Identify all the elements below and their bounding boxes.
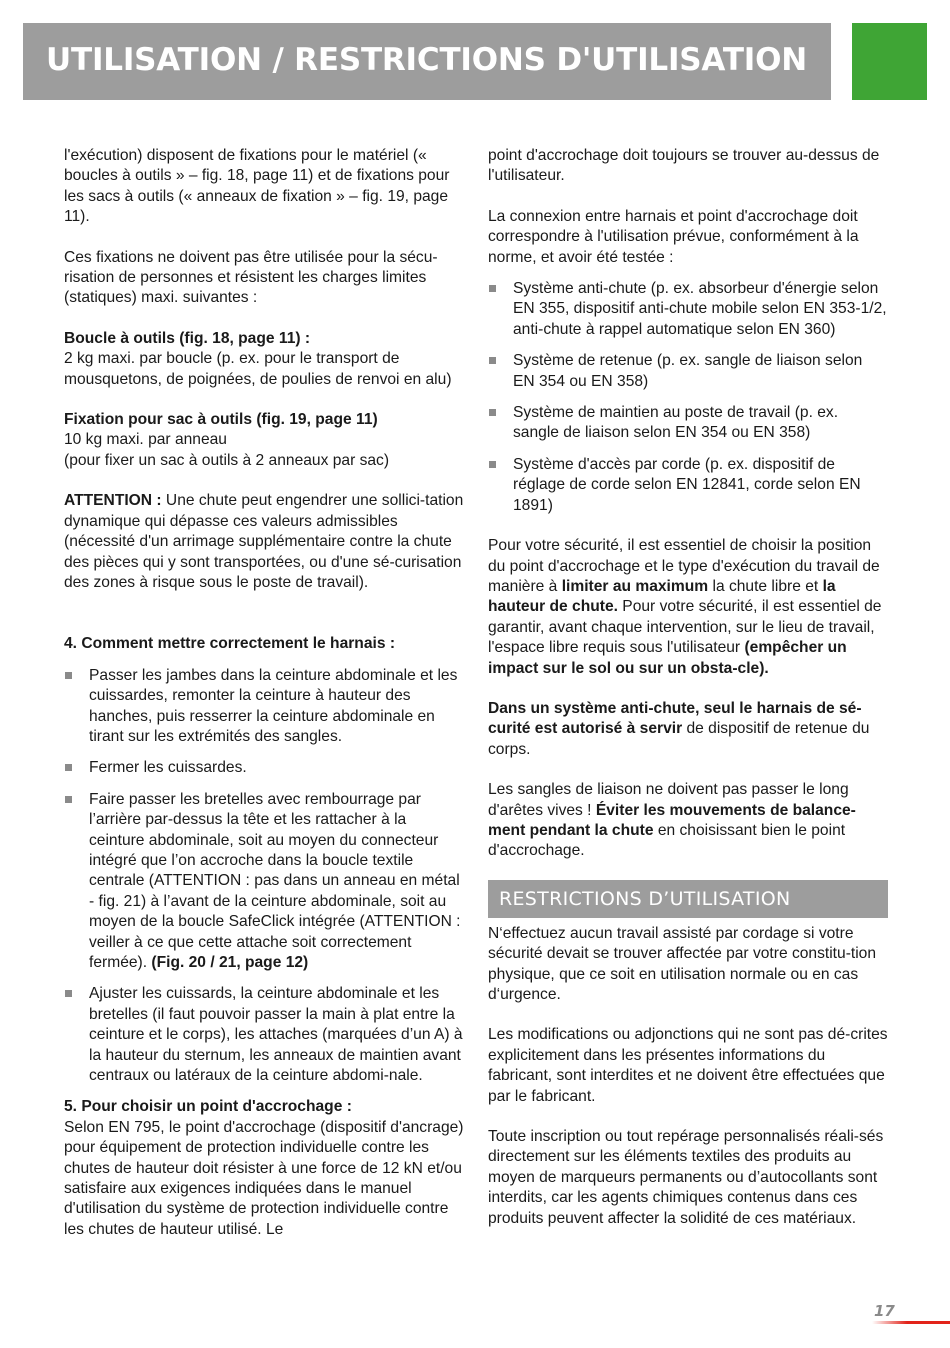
text-run: en choisissant bien le point d'accrochage. [488, 821, 846, 860]
list-item: Système de retenue (p. ex. sangle de liaison selon EN 354 ou EN 358) [488, 351, 888, 392]
systems-list [488, 279, 888, 516]
paragraph-limits: Ces fixations ne doivent pas être utilisée pour la sécu-risation de personnes et résistent les charges limites (statiques) maxi. suivantes : [64, 248, 438, 307]
paragraph-securite [488, 536, 888, 679]
list-item: Fermer les cuissardes. [64, 758, 464, 778]
list-item-text: Faire passer les bretelles avec rembourrage par l’arrière par-dessus la tête et les rattacher à la ceinture abdominale, soit au moyen du connecteur intégré que l’on accroche dans la boucle textile centrale (ATTENTION : pas dans un anneau en métal - fig. 21) à l’avant de la ceinture abdominale, soit au moyen de la boucle SafeClick intégrée (ATTENTION : veiller à ce que cette attache soit correctement fermée). [89, 790, 461, 971]
right-column [488, 146, 888, 1229]
paragraph-accrochage: point d'accrochage doit toujours se trouver au-dessus de l'utilisateur. [488, 147, 880, 185]
boucle-title: Boucle à outils (fig. 18, page 11) : [64, 329, 311, 347]
emphasis: limiter au maximum [561, 577, 709, 595]
page-number-underline [872, 1321, 950, 1324]
restriction-paragraph-1: N‘effectuez aucun travail assisté par cordage si votre sécurité devait se trouver affectée par votre constitu-tion physique, que ce soit en utilisation normale ou en cas d‘urgence. [488, 924, 877, 1003]
list-item: Ajuster les cuissards, la ceinture abdominale et les bretelles (il faut pouvoir passer la main à plat entre la ceinture et le corps), les attaches (marquées d’un A) à la hauteur du sternum, les anneaux de maintien avant centraux ou latéraux de la ceinture abdomi-nale. [64, 984, 464, 1086]
attention-label: ATTENTION : [64, 492, 162, 510]
header-bar [23, 23, 831, 100]
left-column [64, 146, 464, 1240]
page-number: 17 [874, 1302, 895, 1320]
section-5-text: Selon EN 795, le point d'accrochage (dispositif d'ancrage) pour équipement de protection individuelle contre les chutes de hauteur doit résister à une force de 12 kN et/ou satisfaire aux exigences indiquées dans le manuel d'utilisation du système de protection individuelle contre les chutes de hauteur utilisé. Le [64, 1118, 464, 1238]
page-title: UTILISATION / RESTRICTIONS D'UTILISATION [46, 42, 807, 78]
fixation-line-2: (pour fixer un sac à outils à 2 anneaux par sac) [64, 451, 390, 469]
restrictions-title: RESTRICTIONS D’UTILISATION [499, 887, 791, 910]
text-run: Pour votre sécurité, il est essentiel de choisir la position du point d'accrochage et le type d'exécution du travail de manière à [488, 537, 880, 595]
emphasis: (empêcher un impact sur le sol ou sur un obsta-cle). [488, 639, 847, 677]
fixation-line-1: 10 kg maxi. par anneau [64, 431, 227, 449]
header-accent-block [852, 23, 927, 100]
text-run: la chute libre et [708, 577, 823, 595]
fixation-title: Fixation pour sac à outils (fig. 19, page 11) [64, 411, 378, 429]
emphasis: Éviter les mouvements de balance-ment pendant la chute [488, 801, 856, 839]
paragraph-antichute [488, 699, 888, 760]
list-item: Système d'accès par corde (p. ex. dispositif de réglage de corde selon EN 12841, corde selon EN 1891) [488, 455, 888, 516]
attention-paragraph [64, 491, 464, 593]
paragraph-fixations: l'exécution) disposent de fixations pour le matériel (« boucles à outils » – fig. 18, page 11) et de fixations pour les sacs à outils (« anneaux de fixation » – fig. 19, page 11). [64, 147, 450, 226]
text-run: Les sangles de liaison ne doivent pas passer le long d'arêtes vives ! [488, 781, 849, 819]
text-run: Pour votre sécurité, il est essentiel de garantir, avant chaque intervention, sur le lieu de travail, l'espace libre requis sous l'utilisateur [488, 598, 882, 657]
attention-text: Une chute peut engendrer une sollici-tation dynamique qui dépasse ces valeurs admissibles (nécessité d'un arrimage supplémentaire contre la chute des pièces qui y sont transportées, ou d'une sé-curisation des zones à risque sous le poste de travail). [64, 492, 464, 591]
restriction-paragraph-3: Toute inscription ou tout repérage personnalisés réali-sés directement sur les éléments textiles des produits au moyen de marqueurs permanents ou d’autocollants sont interdits, car les agents chimiques contenus dans ces produits peuvent affecter la solidité de ces matériaux. [488, 1128, 884, 1227]
paragraph-connexion: La connexion entre harnais et point d'accrochage doit correspondre à l'utilisation prévue, conformément à la norme, et avoir été testée : [488, 207, 859, 266]
section-4-list [64, 666, 464, 1087]
boucle-text: 2 kg maxi. par boucle (p. ex. pour le transport de mousquetons, de poignées, de poulies de renvoi en alu) [64, 350, 452, 388]
figure-reference: (Fig. 20 / 21, page 12) [147, 954, 309, 971]
section-5-title: 5. Pour choisir un point d'accrochage : [64, 1098, 352, 1116]
restrictions-header [488, 880, 888, 918]
list-item: Système anti-chute (p. ex. absorbeur d'énergie selon EN 355, dispositif anti-chute mobile selon EN 353-1/2, anti-chute à rappel automatique selon EN 360) [488, 279, 888, 340]
list-item: Passer les jambes dans la ceinture abdominale et les cuissardes, remonter la ceinture à hauteur des hanches, puis resserrer la ceinture abdominale en tirant sur les extrémités des sangles. [64, 666, 464, 748]
emphasis: la hauteur de chute. [488, 577, 836, 616]
section-4-title: 4. Comment mettre correctement le harnais : [64, 635, 396, 653]
restriction-paragraph-2: Les modifications ou adjonctions qui ne sont pas dé-crites explicitement dans les présentes informations du fabricant, sont interdites et ne doivent être effectuées que par le fabricant. [488, 1026, 888, 1105]
paragraph-sangles [488, 780, 888, 862]
list-item [64, 790, 464, 974]
emphasis: Dans un système anti-chute, seul le harnais de sé-curité est autorisé à servir [488, 699, 862, 738]
list-item: Système de maintien au poste de travail (p. ex. sangle de liaison selon EN 354 ou EN 358) [488, 403, 888, 444]
text-run: de dispositif de retenue du corps. [488, 720, 870, 758]
